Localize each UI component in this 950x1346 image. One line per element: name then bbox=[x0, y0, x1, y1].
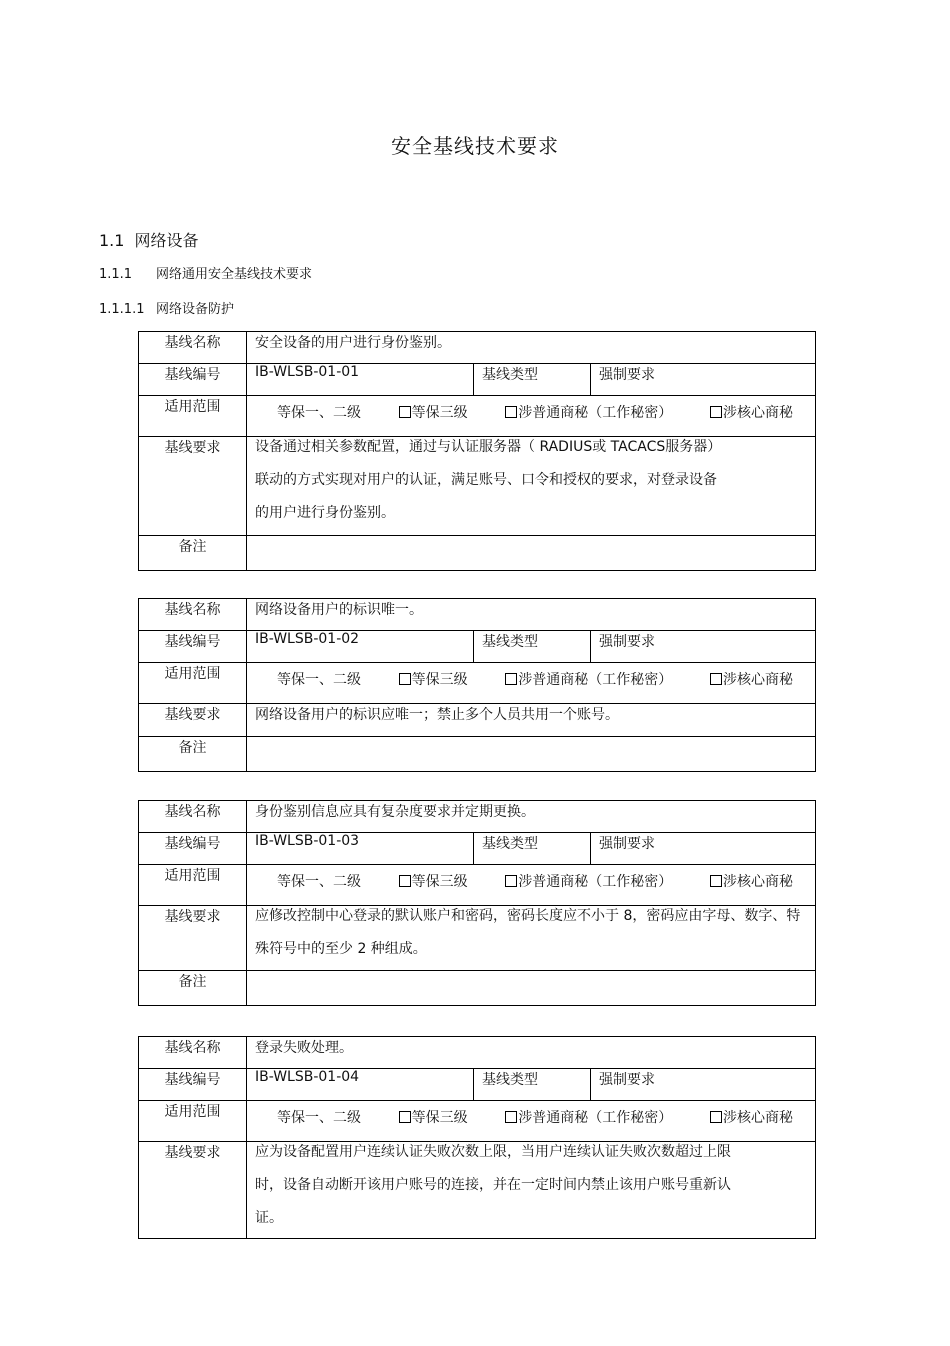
scope-option-level-1-2: 等保一、二级 bbox=[277, 874, 361, 890]
baseline-name: 身份鉴别信息应具有复杂度要求并定期更换。 bbox=[247, 801, 816, 833]
type-label: 基线类型 bbox=[474, 833, 591, 865]
note-label: 备注 bbox=[139, 737, 247, 772]
note-label: 备注 bbox=[139, 536, 247, 571]
section-heading-1-1 bbox=[99, 228, 198, 251]
checkbox-icon bbox=[399, 1111, 411, 1123]
code-label: 基线编号 bbox=[139, 1069, 247, 1101]
baseline-table-2 bbox=[138, 598, 816, 772]
scope-option-general-secret: 涉普通商秘（工作秘密） bbox=[505, 1107, 672, 1127]
scope-label: 适用范围 bbox=[139, 396, 247, 437]
baseline-type: 强制要求 bbox=[591, 631, 816, 663]
baseline-table-4 bbox=[138, 1036, 816, 1239]
checkbox-icon bbox=[710, 406, 722, 418]
scope-options bbox=[247, 663, 816, 704]
checkbox-icon bbox=[710, 1111, 722, 1123]
checkbox-icon bbox=[399, 406, 411, 418]
baseline-type: 强制要求 bbox=[591, 1069, 816, 1101]
scope-option-general-secret: 涉普通商秘（工作秘密） bbox=[505, 871, 672, 891]
name-label: 基线名称 bbox=[139, 801, 247, 833]
scope-label: 适用范围 bbox=[139, 663, 247, 704]
baseline-code: IB-WLSB-01-02 bbox=[247, 631, 474, 663]
note-label: 备注 bbox=[139, 971, 247, 1006]
checkbox-icon bbox=[505, 875, 517, 887]
checkbox-icon bbox=[399, 673, 411, 685]
requirement-label: 基线要求 bbox=[139, 906, 247, 971]
scope-option-level-1-2: 等保一、二级 bbox=[277, 672, 361, 688]
baseline-table-3 bbox=[138, 800, 816, 1006]
checkbox-icon bbox=[505, 673, 517, 685]
name-label: 基线名称 bbox=[139, 599, 247, 631]
scope-option-level-1-2: 等保一、二级 bbox=[277, 1110, 361, 1126]
baseline-table-1 bbox=[138, 331, 816, 571]
scope-option-level-3: 等保三级 bbox=[399, 402, 468, 422]
name-label: 基线名称 bbox=[139, 1037, 247, 1069]
checkbox-icon bbox=[505, 406, 517, 418]
scope-option-level-3: 等保三级 bbox=[399, 669, 468, 689]
type-label: 基线类型 bbox=[474, 1069, 591, 1101]
baseline-code: IB-WLSB-01-03 bbox=[247, 833, 474, 865]
name-label: 基线名称 bbox=[139, 332, 247, 364]
scope-option-level-3: 等保三级 bbox=[399, 871, 468, 891]
section-number: 1.1.1.1 bbox=[99, 302, 145, 317]
checkbox-icon bbox=[399, 875, 411, 887]
type-label: 基线类型 bbox=[474, 631, 591, 663]
scope-option-general-secret: 涉普通商秘（工作秘密） bbox=[505, 402, 672, 422]
baseline-note bbox=[247, 971, 816, 1006]
checkbox-icon bbox=[710, 875, 722, 887]
requirement-label: 基线要求 bbox=[139, 1142, 247, 1239]
scope-label: 适用范围 bbox=[139, 865, 247, 906]
type-label: 基线类型 bbox=[474, 364, 591, 396]
baseline-requirement: 网络设备用户的标识应唯一；禁止多个人员共用一个账号。 bbox=[247, 704, 816, 737]
baseline-code: IB-WLSB-01-04 bbox=[247, 1069, 474, 1101]
scope-option-level-3: 等保三级 bbox=[399, 1107, 468, 1127]
baseline-name: 登录失败处理。 bbox=[247, 1037, 816, 1069]
section-number: 1.1 bbox=[99, 231, 125, 250]
section-heading-1-1-1-1 bbox=[99, 298, 234, 317]
baseline-requirement: 应为设备配置用户连续认证失败次数上限，当用户连续认证失败次数超过上限时，设备自动断开该用户账号的连接，并在一定时间内禁止该用户账号重新认证。 bbox=[247, 1142, 816, 1239]
scope-option-core-secret: 涉核心商秘 bbox=[710, 669, 793, 689]
code-label: 基线编号 bbox=[139, 364, 247, 396]
baseline-code: IB-WLSB-01-01 bbox=[247, 364, 474, 396]
baseline-name: 安全设备的用户进行身份鉴别。 bbox=[247, 332, 816, 364]
requirement-label: 基线要求 bbox=[139, 704, 247, 737]
scope-option-level-1-2: 等保一、二级 bbox=[277, 405, 361, 421]
requirement-label: 基线要求 bbox=[139, 437, 247, 536]
baseline-note bbox=[247, 737, 816, 772]
baseline-type: 强制要求 bbox=[591, 364, 816, 396]
baseline-type: 强制要求 bbox=[591, 833, 816, 865]
document-title: 安全基线技术要求 bbox=[391, 134, 559, 158]
section-title: 网络设备防护 bbox=[156, 302, 235, 317]
scope-option-core-secret: 涉核心商秘 bbox=[710, 402, 793, 422]
scope-option-core-secret: 涉核心商秘 bbox=[710, 1107, 793, 1127]
checkbox-icon bbox=[710, 673, 722, 685]
code-label: 基线编号 bbox=[139, 833, 247, 865]
scope-option-general-secret: 涉普通商秘（工作秘密） bbox=[505, 669, 672, 689]
baseline-requirement: 应修改控制中心登录的默认账户和密码，密码长度应不小于 8，密码应由字母、数字、特殊符号中的至少 2 种组成。 bbox=[247, 906, 816, 971]
baseline-requirement: 设备通过相关参数配置，通过与认证服务器（ RADIUS或 TACACS服务器）联动的方式实现对用户的认证，满足账号、口令和授权的要求，对登录设备的用户进行身份鉴别。 bbox=[247, 437, 816, 536]
baseline-note bbox=[247, 536, 816, 571]
scope-option-core-secret: 涉核心商秘 bbox=[710, 871, 793, 891]
code-label: 基线编号 bbox=[139, 631, 247, 663]
section-title: 网络设备 bbox=[134, 231, 199, 250]
checkbox-icon bbox=[505, 1111, 517, 1123]
scope-label: 适用范围 bbox=[139, 1101, 247, 1142]
section-heading-1-1-1 bbox=[99, 263, 312, 282]
section-title: 网络通用安全基线技术要求 bbox=[156, 267, 313, 282]
baseline-name: 网络设备用户的标识唯一。 bbox=[247, 599, 816, 631]
section-number: 1.1.1 bbox=[99, 267, 133, 282]
